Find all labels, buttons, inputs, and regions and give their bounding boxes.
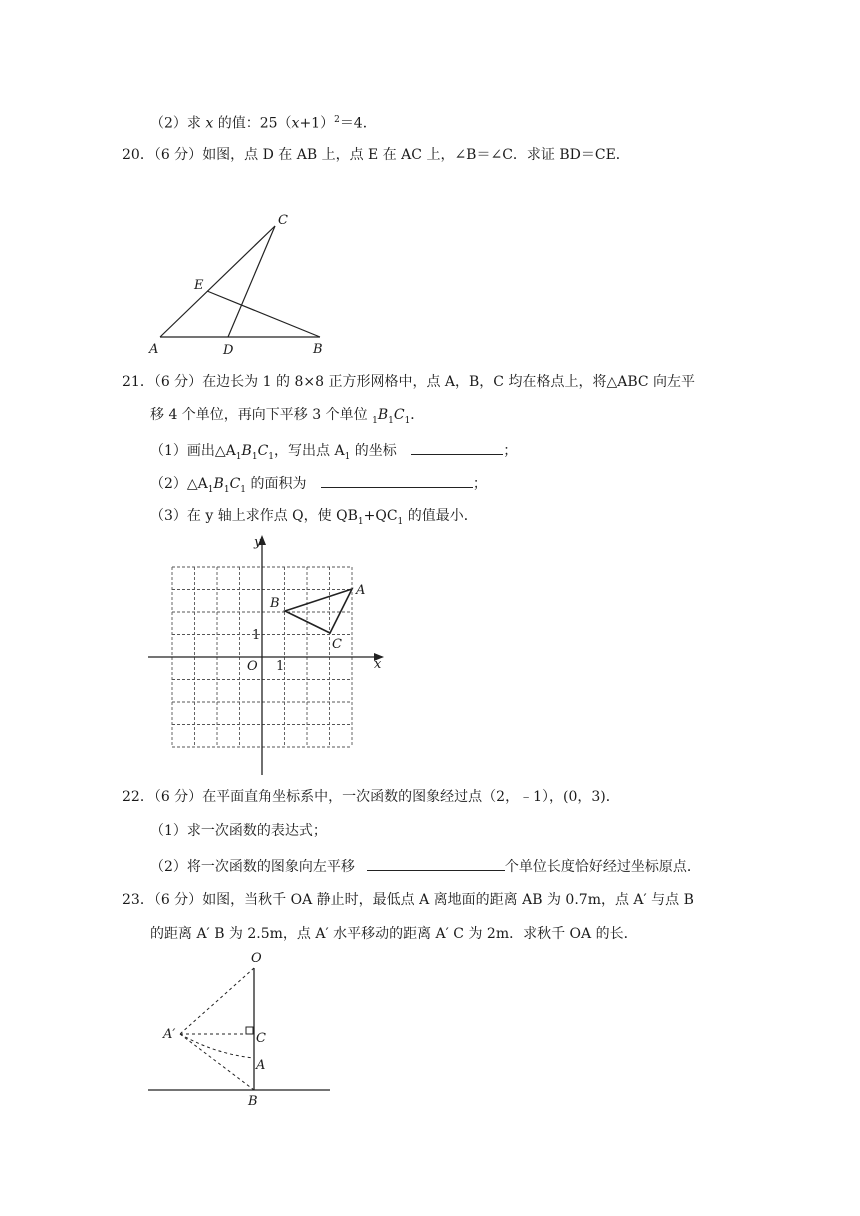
q21-p1-sub-c: 1 xyxy=(268,451,275,462)
q19-var2: x xyxy=(291,115,300,132)
q21-p3-sub-b: 1 xyxy=(397,516,404,527)
q20-label-a: A xyxy=(149,342,159,357)
q21-p1c: C xyxy=(257,443,269,459)
q22-text: 在平面直角坐标系中，一次函数的图象经过点（2，﹣1），(0，3)． xyxy=(202,789,620,805)
q21-line2sub3: 1 xyxy=(404,415,411,426)
q20-label-c: C xyxy=(278,213,288,228)
q20-text: 如图，点 D 在 AB 上，点 E 在 AC 上，∠B＝∠C．求证 BD＝CE． xyxy=(202,147,630,163)
q20-number: 20． xyxy=(122,147,154,163)
q21-p2a: （2）△A xyxy=(150,476,208,492)
q23-score: （6 分） xyxy=(153,892,203,908)
q21-line2a: 移 4 个单位，再向下平移 3 个单位 xyxy=(150,407,373,423)
q21-p1-sub-d: 1 xyxy=(344,451,351,462)
q21-p2end: ； xyxy=(472,476,487,492)
q21-p1-sub-b: 1 xyxy=(251,451,258,462)
q22-score: （6 分） xyxy=(153,789,203,805)
q20-label-d: D xyxy=(223,343,234,358)
q23-label-a: A xyxy=(256,1058,266,1073)
q21-line2sub2: 1 xyxy=(388,415,394,426)
q21-point-b-label: B xyxy=(270,596,280,611)
q21-p2-sub-a: 1 xyxy=(207,484,214,495)
q21-p2-sub-c: 1 xyxy=(240,484,247,495)
q21-p3c: 的值最小． xyxy=(403,508,478,524)
q21-p2b: B xyxy=(213,476,224,492)
q23-label-b: B xyxy=(248,1094,258,1109)
q23-number: 23． xyxy=(122,892,154,908)
q23-line1: 如图，当秋千 OA 静止时，最低点 A 离地面的距离 AB 为 0.7m，点 A′ 与点 B xyxy=(202,892,694,908)
q19-part2-prefix: （2）求 xyxy=(150,115,206,132)
q21-p1d: ，写出点 A xyxy=(274,443,345,459)
q19-mid: 的值：25（ xyxy=(213,115,292,132)
q21-p3a: （3）在 y 轴上求作点 Q，使 QB xyxy=(150,508,358,524)
q21-number: 21． xyxy=(122,374,154,390)
q22-part1: （1）求一次函数的表达式； xyxy=(150,823,327,839)
q21-score: （6 分） xyxy=(153,374,203,390)
q21-x-axis-label: x xyxy=(374,657,382,672)
q23-label-a-prime: A′ xyxy=(163,1027,176,1042)
q19-end: ＝4． xyxy=(339,115,377,132)
q23-stem-line2: 的距离 A′ B 为 2.5m，点 A′ 水平移动的距离 A′ C 为 2m．求秋千 OA 的长． xyxy=(150,926,638,942)
q21-p1a: （1）画出△A xyxy=(150,443,236,459)
q20-label-b: B xyxy=(313,342,323,357)
q21-line1: 在边长为 1 的 8×8 正方形网格中，点 A，B，C 均在格点上，将△ABC 向左平 xyxy=(202,374,696,390)
q21-p2-sub-b: 1 xyxy=(223,484,230,495)
q21-p2d: 的面积为 xyxy=(246,476,307,492)
q19-exp: 2 xyxy=(334,115,340,125)
q21-p1b: B xyxy=(241,443,252,459)
q21-origin-label: O xyxy=(247,659,258,674)
q19-tail: +1） xyxy=(299,115,335,132)
q21-line2b: B xyxy=(377,407,389,423)
q21-line2d: ． xyxy=(410,407,425,423)
q21-y-unit-label: 1 xyxy=(252,628,261,643)
q20-label-e: E xyxy=(194,278,204,293)
q20-score: （6 分） xyxy=(153,147,203,163)
q21-p2c: C xyxy=(229,476,241,492)
q19-var: x xyxy=(205,115,214,132)
q22-p2a: （2）将一次函数的图象向左平移 xyxy=(150,859,355,875)
q21-point-a-label: A xyxy=(356,583,366,598)
q23-label-o: O xyxy=(251,951,262,966)
q21-point-c-label: C xyxy=(332,637,342,652)
q21-line2sub1: 1 xyxy=(372,415,378,426)
q21-line2c: C xyxy=(393,407,405,423)
q21-p1-sub-a: 1 xyxy=(235,451,242,462)
q21-p1end: ； xyxy=(503,443,518,459)
q21-p1e: 的坐标 xyxy=(350,443,397,459)
q21-x-unit-label: 1 xyxy=(276,659,285,674)
q23-label-c: C xyxy=(256,1031,266,1046)
q22-p2b: 个单位长度恰好经过坐标原点． xyxy=(504,859,701,875)
q21-y-axis-label: y xyxy=(254,535,262,550)
q21-p3b: +QC xyxy=(363,508,398,524)
q22-number: 22． xyxy=(122,789,154,805)
q21-p3-sub-a: 1 xyxy=(357,516,364,527)
